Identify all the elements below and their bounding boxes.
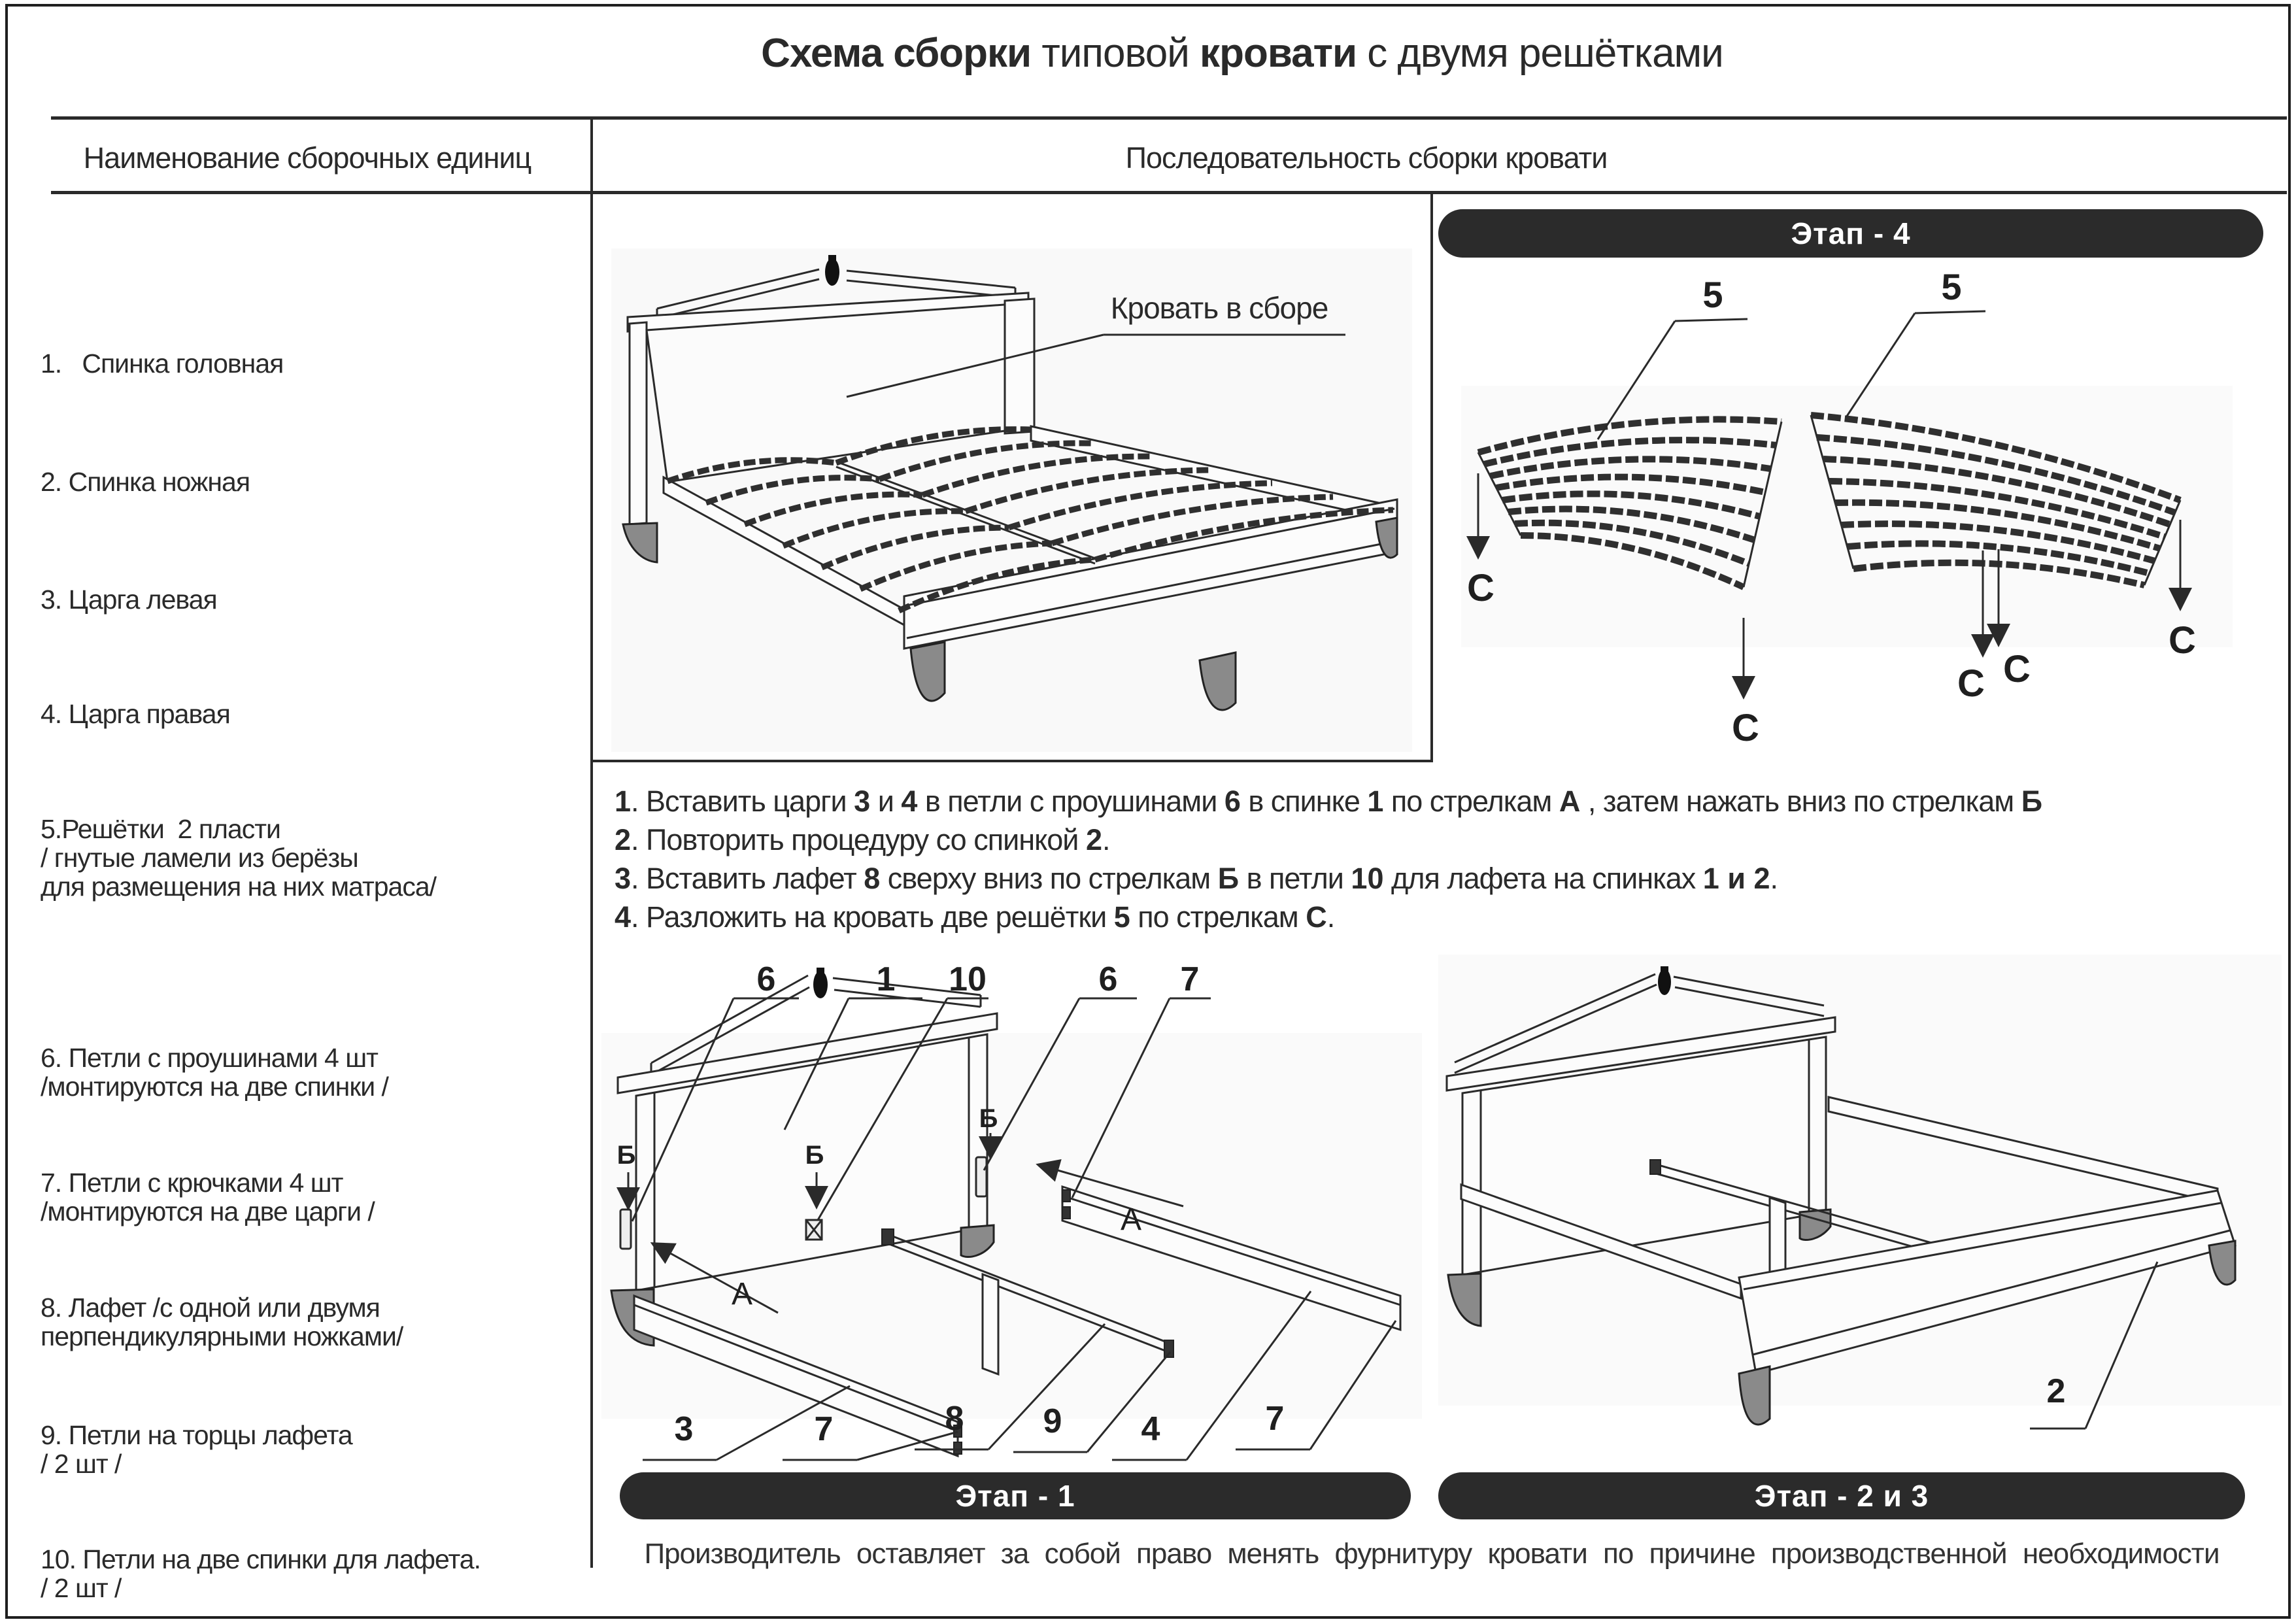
header-bottom-rule bbox=[51, 191, 2287, 194]
list-item: 6. Петли с проушинами 4 шт /монтируются на две спинки / bbox=[41, 1043, 388, 1102]
banner-stage-1: Этап - 1 bbox=[620, 1472, 1411, 1519]
stage-1-diagram bbox=[592, 935, 1432, 1470]
callout-a-1: А bbox=[731, 1277, 752, 1311]
instruction-line-4: 4. Разложить на кровать две решётки 5 по стрелкам С. bbox=[615, 900, 1335, 934]
instruction-line-1: 1. Вставить царги 3 и 4 в петли с проушинами 6 в спинке 1 по стрелкам А , затем нажать вниз по стрелкам Б bbox=[615, 785, 2043, 818]
footer-note: Производитель оставляет за собой право менять фурнитуру кровати по причине производственной необходимости bbox=[644, 1538, 2220, 1570]
callout-8: 8 bbox=[945, 1400, 964, 1438]
callout-3: 3 bbox=[674, 1410, 694, 1448]
callout-a-2: А bbox=[1120, 1202, 1141, 1237]
stage-4-diagram bbox=[1435, 262, 2290, 775]
callout-5-right: 5 bbox=[1941, 266, 1962, 307]
title-part-4: с двумя решётками bbox=[1357, 31, 1723, 76]
callout-5-left: 5 bbox=[1702, 274, 1723, 315]
callout-7-top: 7 bbox=[1180, 960, 1200, 998]
list-item: 9. Петли на торцы лафета / 2 шт / bbox=[41, 1420, 352, 1479]
list-item: 8. Лафет /с одной или двумя перпендикулярными ножками/ bbox=[41, 1293, 403, 1351]
callout-4: 4 bbox=[1141, 1410, 1160, 1448]
column-header-sequence: Последовательность сборки кровати bbox=[1125, 141, 1608, 175]
banner-stage-4: Этап - 4 bbox=[1438, 209, 2263, 258]
banner-stage-2-3: Этап - 2 и 3 bbox=[1438, 1472, 2245, 1519]
list-item: 2. Спинка ножная bbox=[41, 467, 250, 497]
callout-7-b1: 7 bbox=[814, 1410, 834, 1448]
callout-6-2: 6 bbox=[1098, 960, 1118, 998]
callout-b-2: Б bbox=[805, 1141, 824, 1170]
list-item: 3. Царга левая bbox=[41, 584, 217, 615]
callout-c-5: С bbox=[2169, 619, 2196, 662]
callout-6-1: 6 bbox=[756, 960, 776, 998]
title-part-bold-1: Схема сборки bbox=[761, 31, 1032, 76]
page-title bbox=[588, 30, 1896, 76]
assembled-bed-label: Кровать в сборе bbox=[1110, 291, 1328, 325]
assembly-instructions bbox=[615, 782, 2280, 936]
callout-c-4: С bbox=[2003, 648, 2031, 690]
column-header-parts: Наименование сборочных единиц bbox=[83, 141, 532, 175]
list-item: 7. Петли с крючками 4 шт /монтируются на две царги / bbox=[41, 1168, 375, 1226]
callout-b-1: Б bbox=[616, 1141, 636, 1170]
header-top-rule bbox=[51, 116, 2287, 120]
callout-9: 9 bbox=[1043, 1402, 1062, 1440]
callout-10: 10 bbox=[949, 960, 987, 998]
instruction-line-2: 2. Повторить процедуру со спинкой 2. bbox=[615, 823, 1110, 856]
callout-1: 1 bbox=[876, 960, 896, 998]
assembled-bed-diagram bbox=[592, 196, 1432, 760]
callout-c-2: С bbox=[1732, 707, 1759, 749]
callout-c-3: С bbox=[1957, 662, 1985, 705]
title-part-2: типовой bbox=[1031, 31, 1200, 76]
callout-2: 2 bbox=[2046, 1372, 2066, 1410]
list-item: 4. Царга правая bbox=[41, 699, 230, 729]
list-item: 5.Решётки 2 пласти / гнутые ламели из берёзы для размещения на них матраса/ bbox=[41, 814, 437, 902]
callout-b-3: Б bbox=[979, 1104, 998, 1133]
list-item: 1. Спинка головная bbox=[41, 348, 284, 379]
instruction-line-3: 3. Вставить лафет 8 сверху вниз по стрелкам Б в петли 10 для лафета на спинках 1 и 2. bbox=[615, 862, 1778, 895]
assembled-cell-bottom-rule bbox=[590, 760, 1433, 762]
list-item: 10. Петли на две спинки для лафета. / 2 шт / bbox=[41, 1544, 481, 1603]
callout-7-b2: 7 bbox=[1265, 1400, 1285, 1438]
parts-list bbox=[41, 292, 577, 1624]
stage-2-3-diagram bbox=[1435, 935, 2290, 1470]
callout-c-1: С bbox=[1467, 567, 1494, 609]
title-part-bold-3: кровати bbox=[1200, 31, 1357, 76]
